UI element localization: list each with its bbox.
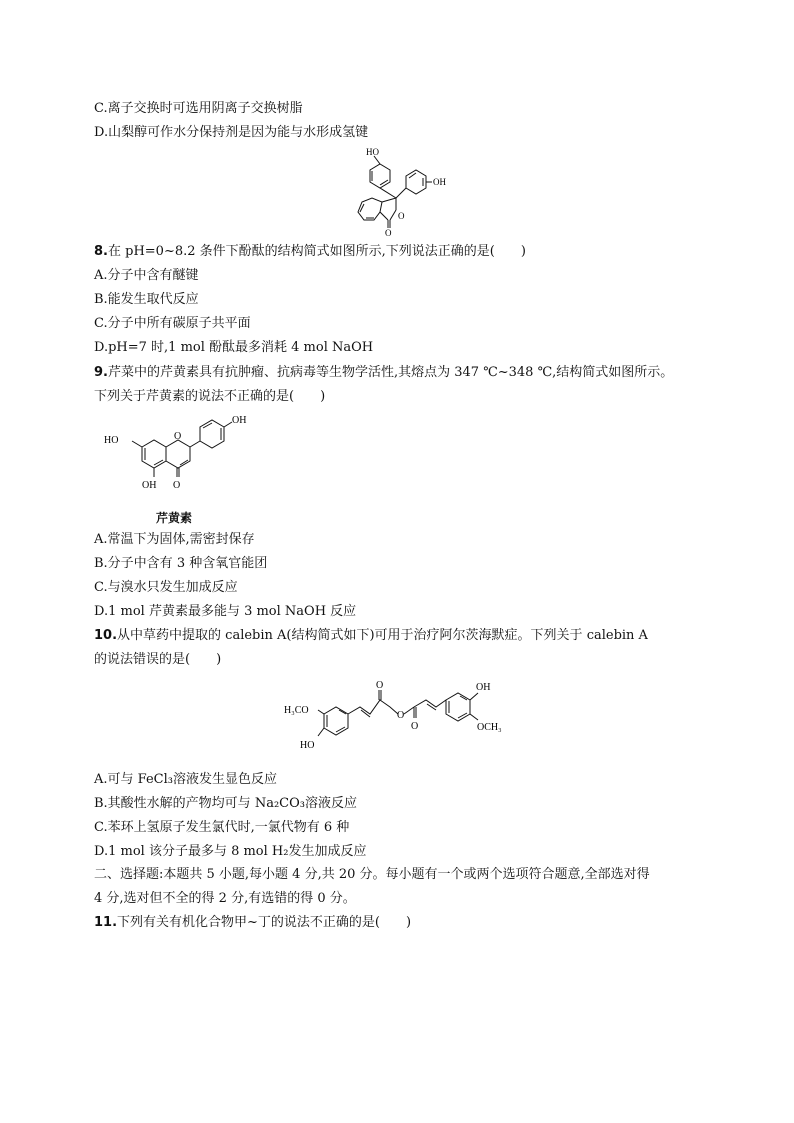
question-text: 从中草药中提取的 calebin A(结构简式如下)可用于治疗阿尔茨海默症。下列关于 calebin A <box>117 628 648 643</box>
question-10 <box>94 628 648 644</box>
question-number: 10. <box>94 628 118 643</box>
label-o-ester-carbonyl: O <box>411 721 419 732</box>
section-2-instructions-cont: 4 分,选对但不全的得 2 分,有选错的得 0 分。 <box>94 891 356 906</box>
apigenin-structure <box>100 411 260 503</box>
option-a-q10: A.可与 FeCl₃溶液发生显色反应 <box>94 772 277 787</box>
question-10-cont: 的说法错误的是( ) <box>94 652 222 667</box>
label-ho-left: HO <box>104 435 119 446</box>
label-h3co: H₃CO <box>284 705 309 716</box>
option-c-q10: C.苯环上氢原子发生氯代时,一氯代物有 6 种 <box>94 820 350 835</box>
calebin-a-structure <box>280 676 520 768</box>
question-9-cont: 下列关于芹黄素的说法不正确的是( ) <box>94 389 326 404</box>
section-2-instructions: 二、选择题:本题共 5 小题,每小题 4 分,共 20 分。每小题有一个或两个选项符合题意,全部选对得 <box>94 867 650 882</box>
label-o-ring: O <box>174 431 182 442</box>
label-och3: OCH₃ <box>477 722 502 733</box>
option-b-q9: B.分子中含有 3 种含氧官能团 <box>94 556 268 571</box>
label-ho-bottom: HO <box>300 740 315 751</box>
label-o-carbonyl: O <box>385 228 392 238</box>
label-oh-bottom: OH <box>142 480 157 491</box>
option-d-q7: D.山梨醇可作水分保持剂是因为能与水形成氢键 <box>94 125 369 140</box>
option-c-q9: C.与溴水只发生加成反应 <box>94 580 238 595</box>
option-b-q10: B.其酸性水解的产物均可与 Na₂CO₃溶液反应 <box>94 796 357 811</box>
apigenin-caption: 芹黄素 <box>156 511 193 525</box>
option-c-q8: C.分子中所有碳原子共平面 <box>94 316 251 331</box>
question-number: 9. <box>94 365 108 380</box>
label-o-carbonyl: O <box>173 480 181 491</box>
phenolphthalein-structure <box>344 146 464 238</box>
question-text: 在 pH=0~8.2 条件下酚酞的结构简式如图所示,下列说法正确的是( ) <box>107 244 526 259</box>
question-8 <box>94 244 526 260</box>
question-number: 11. <box>94 915 118 930</box>
question-text: 芹菜中的芹黄素具有抗肿瘤、抗病毒等生物学活性,其熔点为 347 ℃~348 ℃,结构简式如图所示。 <box>107 365 674 380</box>
question-text: 下列有关有机化合物甲~丁的说法不正确的是( ) <box>117 915 412 930</box>
label-oh-right: OH <box>433 177 446 187</box>
question-9 <box>94 365 673 381</box>
option-b-q8: B.能发生取代反应 <box>94 292 199 307</box>
option-a-q8: A.分子中含有醚键 <box>94 268 199 283</box>
question-11 <box>94 915 411 931</box>
label-oh-top: HO <box>366 147 379 157</box>
option-a-q9: A.常温下为固体,需密封保存 <box>94 532 255 547</box>
label-o-ketone: O <box>376 680 384 691</box>
label-oh-top: OH <box>232 415 247 426</box>
option-c-q7: C.离子交换时可选用阴离子交换树脂 <box>94 101 303 116</box>
label-oh-top: OH <box>476 682 491 693</box>
option-d-q9: D.1 mol 芹黄素最多能与 3 mol NaOH 反应 <box>94 604 357 619</box>
option-d-q8: D.pH=7 时,1 mol 酚酞最多消耗 4 mol NaOH <box>94 340 374 355</box>
label-o-ring: O <box>398 211 405 221</box>
question-number: 8. <box>94 244 108 259</box>
option-d-q10: D.1 mol 该分子最多与 8 mol H₂发生加成反应 <box>94 844 367 859</box>
label-o-ester: O <box>397 710 405 721</box>
